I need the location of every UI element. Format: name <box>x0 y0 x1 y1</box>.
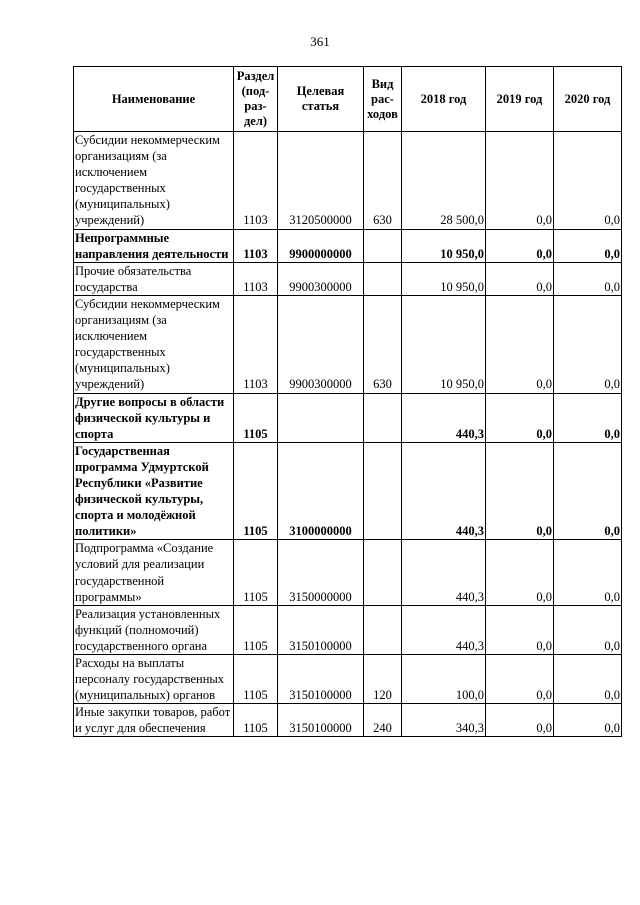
table-row <box>74 295 622 393</box>
cell-article: 3150100000 <box>278 655 364 704</box>
cell-article: 3120500000 <box>278 132 364 230</box>
cell-y2020: 0,0 <box>554 704 622 737</box>
cell-type: 630 <box>364 132 402 230</box>
cell-article: 9900000000 <box>278 229 364 262</box>
cell-section: 1105 <box>234 442 278 540</box>
cell-article: 3150100000 <box>278 704 364 737</box>
table-row <box>74 229 622 262</box>
cell-article <box>278 393 364 442</box>
cell-type <box>364 442 402 540</box>
cell-y2020: 0,0 <box>554 393 622 442</box>
cell-y2018: 100,0 <box>402 655 486 704</box>
cell-section: 1105 <box>234 540 278 605</box>
page-number: 361 <box>310 34 330 49</box>
cell-y2018: 440,3 <box>402 393 486 442</box>
cell-article: 3150000000 <box>278 540 364 605</box>
cell-y2020: 0,0 <box>554 442 622 540</box>
cell-name: Реализация установленных функций (полномочий) государственного органа <box>74 605 234 654</box>
table-row <box>74 655 622 704</box>
cell-y2020: 0,0 <box>554 262 622 295</box>
cell-name: Непрограммные направления деятельности <box>74 229 234 262</box>
cell-article: 9900300000 <box>278 262 364 295</box>
cell-y2018: 10 950,0 <box>402 229 486 262</box>
cell-section: 1103 <box>234 229 278 262</box>
table-row <box>74 540 622 605</box>
cell-section: 1103 <box>234 132 278 230</box>
cell-name: Подпрограмма «Создание условий для реализации государственной программы» <box>74 540 234 605</box>
cell-section: 1105 <box>234 655 278 704</box>
col-header-2018: 2018 год <box>402 67 486 132</box>
cell-y2019: 0,0 <box>486 704 554 737</box>
cell-y2020: 0,0 <box>554 655 622 704</box>
col-header-type: Вид рас-ходов <box>364 67 402 132</box>
table-row <box>74 393 622 442</box>
cell-type: 240 <box>364 704 402 737</box>
col-header-2020: 2020 год <box>554 67 622 132</box>
cell-y2019: 0,0 <box>486 229 554 262</box>
cell-y2019: 0,0 <box>486 655 554 704</box>
table-row <box>74 704 622 737</box>
cell-type <box>364 540 402 605</box>
cell-name: Иные закупки товаров, работ и услуг для обеспечения <box>74 704 234 737</box>
cell-name: Расходы на выплаты персоналу государственных (муниципальных) органов <box>74 655 234 704</box>
cell-type <box>364 605 402 654</box>
budget-table <box>73 66 622 737</box>
table-row <box>74 132 622 230</box>
cell-y2019: 0,0 <box>486 540 554 605</box>
cell-y2019: 0,0 <box>486 442 554 540</box>
cell-section: 1105 <box>234 704 278 737</box>
cell-article: 3100000000 <box>278 442 364 540</box>
col-header-2019: 2019 год <box>486 67 554 132</box>
cell-name: Прочие обязательства государства <box>74 262 234 295</box>
cell-y2020: 0,0 <box>554 605 622 654</box>
cell-y2019: 0,0 <box>486 393 554 442</box>
cell-y2018: 10 950,0 <box>402 262 486 295</box>
cell-y2019: 0,0 <box>486 295 554 393</box>
cell-y2019: 0,0 <box>486 605 554 654</box>
cell-name: Субсидии некоммерческим организациям (за исключением государственных (муниципальных) учреждений) <box>74 295 234 393</box>
cell-section: 1105 <box>234 605 278 654</box>
cell-y2020: 0,0 <box>554 132 622 230</box>
cell-section: 1103 <box>234 295 278 393</box>
cell-section: 1103 <box>234 262 278 295</box>
cell-section: 1105 <box>234 393 278 442</box>
cell-y2018: 440,3 <box>402 442 486 540</box>
cell-type <box>364 262 402 295</box>
cell-article: 3150100000 <box>278 605 364 654</box>
col-header-section: Раздел (под-раз-дел) <box>234 67 278 132</box>
cell-y2018: 28 500,0 <box>402 132 486 230</box>
cell-article: 9900300000 <box>278 295 364 393</box>
cell-y2020: 0,0 <box>554 540 622 605</box>
table-row <box>74 262 622 295</box>
cell-type <box>364 229 402 262</box>
col-header-name: Наименование <box>74 67 234 132</box>
cell-y2018: 10 950,0 <box>402 295 486 393</box>
table-header-row <box>74 67 622 132</box>
cell-y2018: 440,3 <box>402 540 486 605</box>
cell-type: 120 <box>364 655 402 704</box>
col-header-article: Целевая статья <box>278 67 364 132</box>
cell-y2019: 0,0 <box>486 262 554 295</box>
cell-y2018: 340,3 <box>402 704 486 737</box>
cell-name: Субсидии некоммерческим организациям (за исключением государственных (муниципальных) учреждений) <box>74 132 234 230</box>
cell-type: 630 <box>364 295 402 393</box>
cell-type <box>364 393 402 442</box>
cell-name: Другие вопросы в области физической культуры и спорта <box>74 393 234 442</box>
cell-y2018: 440,3 <box>402 605 486 654</box>
cell-y2020: 0,0 <box>554 229 622 262</box>
table-row <box>74 442 622 540</box>
cell-y2019: 0,0 <box>486 132 554 230</box>
cell-name: Государственная программа Удмуртской Республики «Развитие физической культуры, спорта и молодёжной политики» <box>74 442 234 540</box>
table-row <box>74 605 622 654</box>
cell-y2020: 0,0 <box>554 295 622 393</box>
